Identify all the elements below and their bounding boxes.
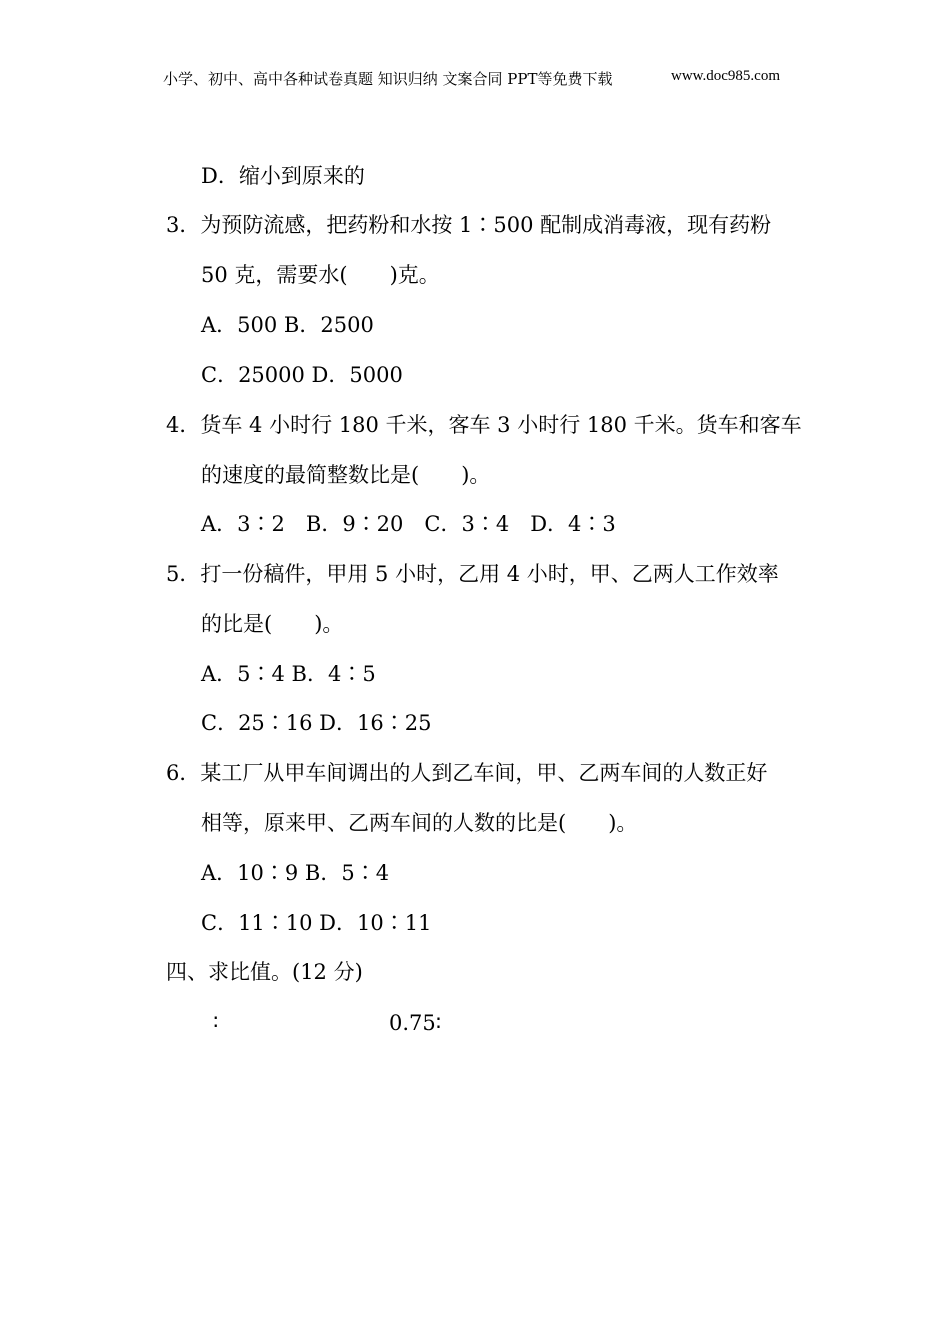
q5-line1: 5．打一份稿件，甲用 5 小时，乙用 4 小时，甲、乙两人工作效率 (166, 562, 779, 586)
header-site-link[interactable]: www.doc985.com (671, 68, 781, 84)
q3-options-cd: C．25000 D．5000 (201, 363, 403, 387)
q4-line1: 4．货车 4 小时行 180 千米，客车 3 小时行 180 千米。货车和客车 (166, 413, 802, 437)
section4-title: 四、求比值。(12 分) (166, 960, 363, 984)
q3-options-ab: A．500 B．2500 (201, 313, 374, 337)
q6-line2: 相等，原来甲、乙两车间的人数的比是( )。 (201, 811, 638, 835)
q4-options: A．3∶2 B．9∶20 C．3∶4 D．4∶3 (201, 512, 616, 536)
q5-line2: 的比是( )。 (201, 612, 344, 636)
q3-line1: 3．为预防流感，把药粉和水按 1∶500 配制成消毒液，现有药粉 (166, 213, 772, 237)
q4-line2: 的速度的最简整数比是( )。 (201, 463, 491, 487)
header-banner-text: 小学、初中、高中各种试卷真题 知识归纳 文案合同 PPT等免费下载 (163, 70, 613, 88)
q5-options-cd: C．25∶16 D．16∶25 (201, 711, 432, 735)
q2-option-d: D．缩小到原来的 (201, 164, 365, 188)
q6-line1: 6．某工厂从甲车间调出的人到乙车间，甲、乙两车间的人数正好 (166, 761, 768, 785)
q5-options-ab: A．5∶4 B．4∶5 (201, 662, 376, 686)
q6-options-cd: C．11∶10 D．10∶11 (201, 911, 432, 935)
q6-options-ab: A．10∶9 B．5∶4 (201, 861, 390, 885)
ratio1-colon: ∶ (213, 1010, 219, 1034)
q3-line2: 50 克，需要水( )克。 (201, 263, 440, 287)
page-header (163, 68, 803, 89)
ratio2-expression: 0.75∶ (389, 1011, 442, 1035)
